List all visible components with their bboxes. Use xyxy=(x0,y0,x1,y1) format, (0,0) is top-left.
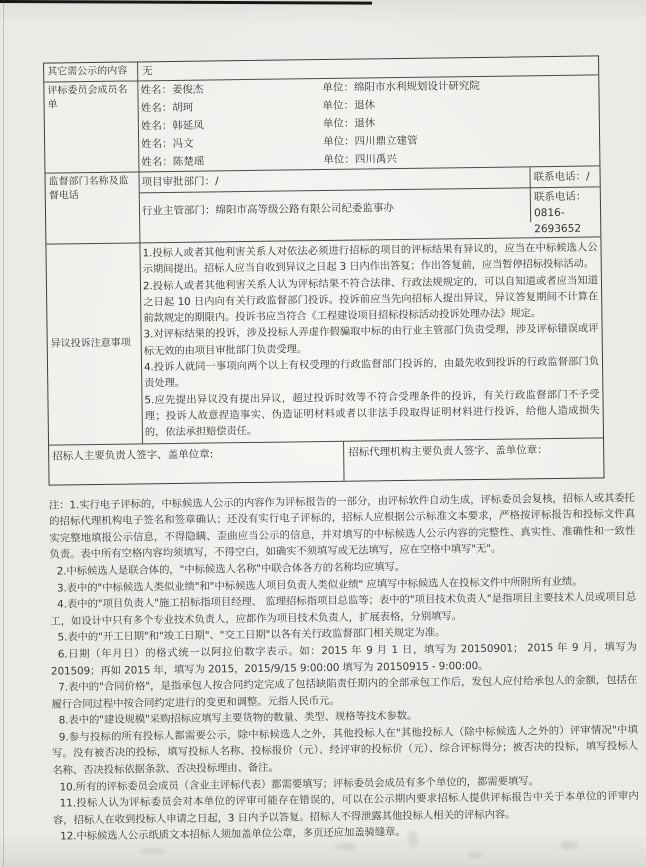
scan-artifact xyxy=(408,831,418,847)
dispute-item: 5.应先提出异议没有提出异议，超过投诉时效等不符合受理条件的投诉，有关行政监督部门不予受理；投诉人故意捏造事实、伪造证明材料或者以非法手段取得证明材料进行投诉，给他人造成损失的，依法承担赔偿责任。 xyxy=(144,388,600,439)
note-item: 9.参与投标的所有投标人都需要公示，除中标候选人之外，其他投标人在"其他投标人（除中标候选人之外的）评审情况"中填写。没有被否决的投标，填写投标人名称、投标报价（元）、经评审的投标价（元）、综合评标得分；被否决的投标，填写投标人名称、否决投标依据条款、否决投标理由、备注。 xyxy=(52,723,639,777)
note-item: 5.表中的"开工日期"和"竣工日期"、"交工日期"以各有关行政监督部门相关规定为准。 xyxy=(57,626,446,644)
scan-artifact xyxy=(3,0,4,867)
row-committee xyxy=(44,74,599,172)
supervision-label: 监督部门名称及监督电话 xyxy=(46,172,141,243)
member-unit: 单位：退休 xyxy=(322,99,376,113)
scan-artifact xyxy=(0,0,372,5)
footnotes xyxy=(49,490,640,846)
dispute-items xyxy=(140,237,603,443)
committee-label: 评标委员会成员名单 xyxy=(44,81,139,172)
member-name: 姓名：韩延凤 xyxy=(140,119,204,133)
industry-department: 行业主管部门：绵阳市高等级公路有限公司纪委监事办 xyxy=(140,188,531,227)
member-name: 姓名：姜俊杰 xyxy=(140,83,204,97)
scan-artifact xyxy=(468,852,482,858)
other-publicity-value: 无 xyxy=(142,65,153,78)
note-item: 10.所有的评标委员会成员（含业主评标代表）都需要填写；评标委员会成员有多个单位的，都需要填写。 xyxy=(59,774,539,794)
dispute-item: 2.投标人或者其他利害关系人认为评标结果不符合法律、行政法规规定的，可以自知道或者应当知道之日起 10 日内向有关行政监督部门投诉。投诉前应当先向招标人提出异议，异议答复期间不计算在前款规定的期限内。投诉书应当符合《工程建设项目招标投标活动投诉处理办法》规定。 xyxy=(142,274,599,325)
industry-phone-label: 联系电话： xyxy=(533,190,587,204)
member-unit: 单位：绵阳市水利规划设计研究院 xyxy=(322,79,480,95)
agency-signature-cell: 招标代理机构主要负责人签字、盖单位章： xyxy=(348,443,548,459)
member-name: 姓名：冯文 xyxy=(141,137,194,151)
note-item: 12.中标候选人公示纸质文本招标人须加盖单位公章，多页还应加盖骑缝章。 xyxy=(60,826,406,843)
document-sheet xyxy=(43,55,639,846)
note-item: 8.表中的"建设规模"采购招标应填写主要货物的数量、类型、规格等技术参数。 xyxy=(58,710,418,727)
other-publicity-label: 其它需公示的内容 xyxy=(44,62,138,81)
row-supervision xyxy=(45,165,600,243)
dispute-item: 4.投诉人就同一事项向两个以上有权受理的行政监督部门投诉的，由最先收到投诉的行政监督部门负责处理。 xyxy=(143,355,600,390)
industry-phone-number: 0816-2693652 xyxy=(533,206,582,236)
note-prefix: 注： xyxy=(48,498,70,512)
bidder-signature-cell: 招标人主要负责人签字、盖单位章: xyxy=(49,441,344,484)
row-signatures xyxy=(49,437,603,484)
scan-artifact xyxy=(335,843,357,850)
scan-artifact xyxy=(140,848,166,854)
member-unit: 单位：四川禹兴 xyxy=(323,153,397,167)
member-unit: 单位：四川鼎立建管 xyxy=(323,134,418,149)
committee-member-list xyxy=(138,75,599,171)
note-item: 3.表中的"中标候选人类似业绩"和"中标候选人项目负责人类似业绩" 应填写中标候选人在投标文件中所附所有业绩。 xyxy=(56,575,583,595)
note-item: 4.表中的"项目负责人"施工招标指项目经理、 监理招标指项目总监等；表中的"项目技术负责人"是指项目主要技术人员或项目总工，如设计中只有多个专业技术负责人，应都作为项目技术负责人，扩展表格，分别填写。 xyxy=(50,591,637,628)
dispute-item: 3.对评标结果的投诉，涉及投标人弄虚作假骗取中标的由行业主管部门负责受理，涉及评标错误或评标无效的由项目审批部门负责受理。 xyxy=(143,322,599,358)
approval-phone: 联系电话：/ xyxy=(530,166,599,188)
note-item: 11.投标人认为评标委员会对本单位的评审可能存在错误的，可以在公示期内要求招标人提供评标报告中关于本单位的评审内容，招标人在收到投标人申请之日起，3 日内予以答复。招标人不得泄露其他投标人相关的评标内容。 xyxy=(52,790,639,827)
dispute-item: 1.投标人或者其他利害关系人对依法必须进行招标的项目的评标结果有异议的，应当在中标候选人公示期间提出。招标人应当自收到异议之日起 3 日内作出答复；作出答复前，应当暂停招标投标活动。 xyxy=(142,241,598,276)
scan-artifact xyxy=(560,840,578,850)
approval-department: 项目审批部门：/ xyxy=(139,167,530,193)
supervision-grid xyxy=(139,166,600,242)
note-item: 2.中标候选人是联合体的，"中标候选人名称"中联合体各方的名称均应填写。 xyxy=(56,560,406,578)
dispute-label: 异议投诉注意事项 xyxy=(46,243,143,444)
note-item: 7.表中的"合同价格"，是指承包人按合同约定完成了包括缺陷责任期内的全部承包工作后，发包人应付给承包人的金额，包括在履行合同过程中按合同约定进行的变更和调整。元指人民币元。 xyxy=(51,674,638,711)
note-item: 6.日期（年月日）的格式统一以阿拉伯数字表示。如：2015 年 9 月 1 日，填写为 20150901； 2015 年 9 月，填写为 201509；再如 2015 年，填写为 2015，2015/9/15 9:00:00 填写为 20150915 - 9:00:00。 xyxy=(50,640,637,678)
note-item: 注：1.实行电子评标的，中标候选人公示的内容作为评标报告的一部分，由评标软件自动生成，评标委员会复核，招标人或其委托的招标代理机构电子签名和签章确认；还没有实行电子评标的，招标人应根据公示标准文本要求，严格按评标报告和投标文件真实完整地填报公示信息，不得隐瞒、歪曲应当公示的信息，并对填写的中标候选人公示内容的完整性、真实性、准确性和一致性负责。表中所有空格内容均须填写，不得空白，如确实不须填写或无法填写，应在空格中填写"无"。 xyxy=(48,491,636,561)
industry-phone xyxy=(531,187,601,237)
member-unit: 单位：退休 xyxy=(322,117,376,131)
bid-publicity-table xyxy=(43,55,604,485)
member-name: 姓名：陈楚瑶 xyxy=(141,155,205,169)
row-dispute-notice xyxy=(46,236,603,444)
member-name: 姓名：胡珂 xyxy=(140,101,194,115)
